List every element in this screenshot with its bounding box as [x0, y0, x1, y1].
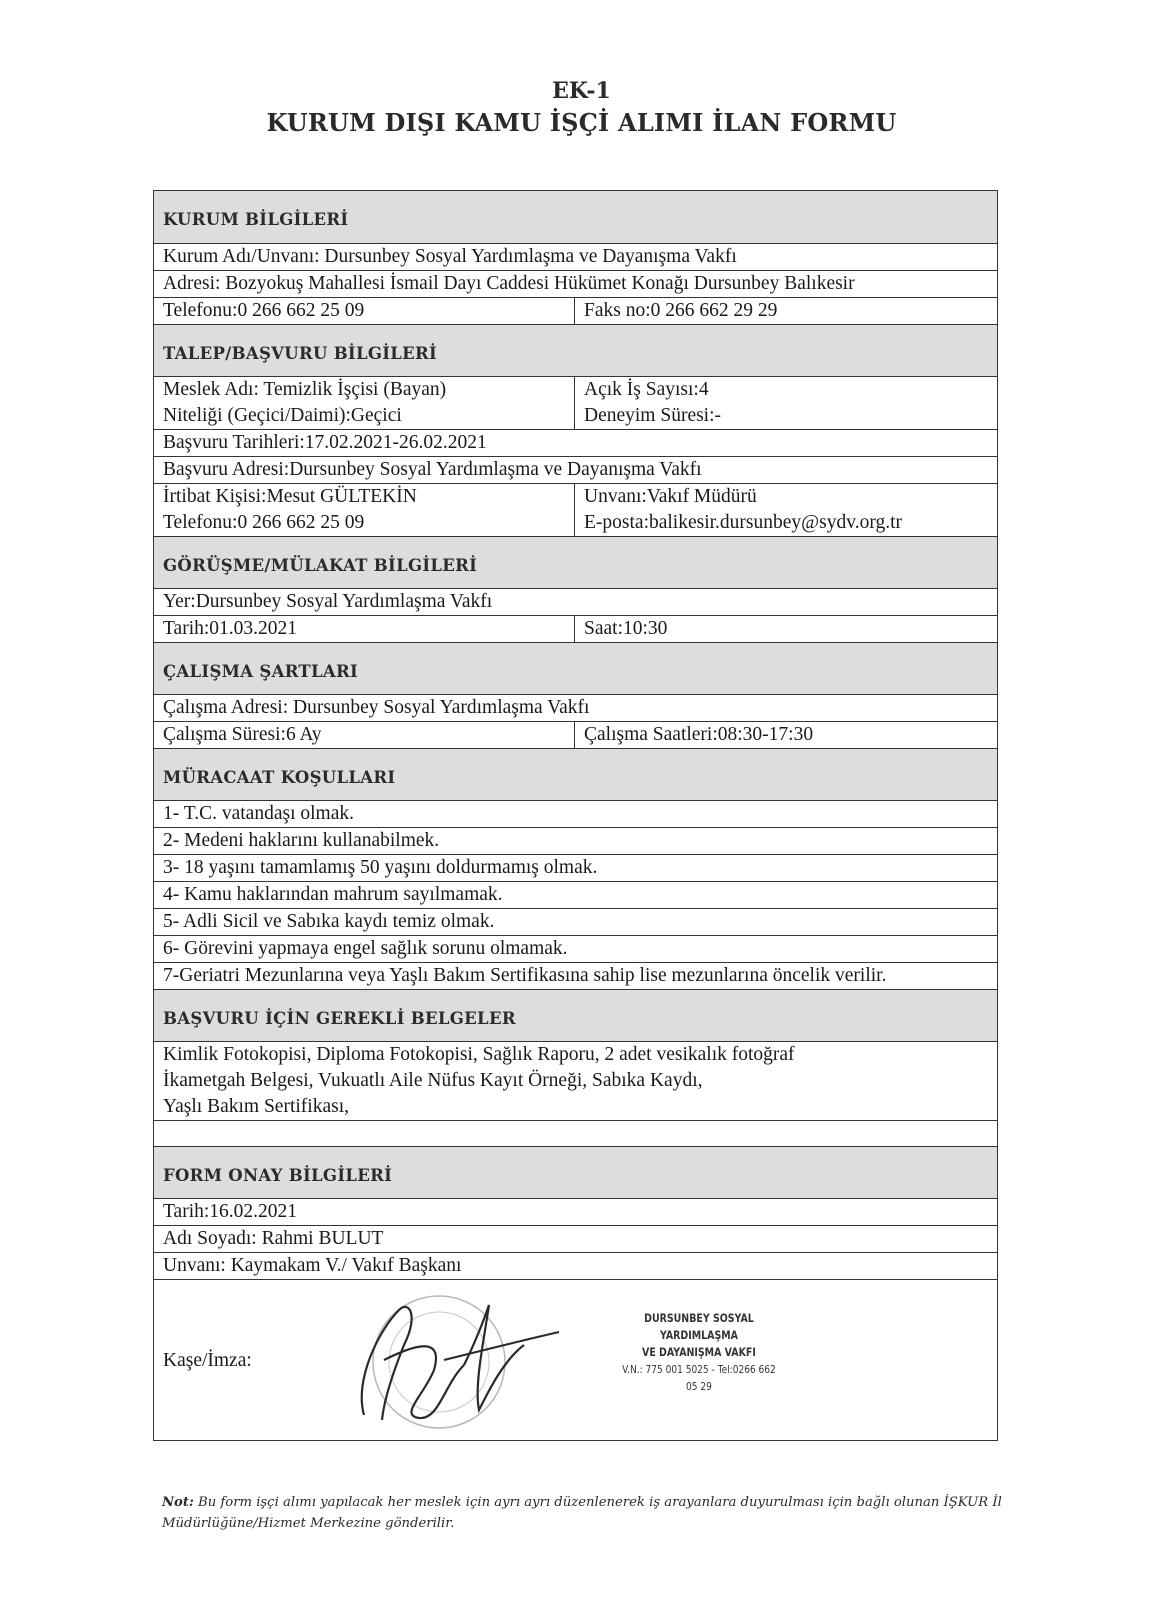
announcement-form [153, 190, 998, 1441]
talep-type-row [154, 403, 997, 429]
contact-person: İrtibat Kişisi:Mesut GÜLTEKİN [163, 486, 417, 507]
foundation-stamp: DURSUNBEY SOSYAL YARDIMLAŞMA VE DAYANIŞMA VAKFI V.N.: 775 001 5025 - Tel:0266 662 05 29 [622, 1311, 776, 1393]
talep-contact-person-row [154, 483, 997, 510]
documents-line-2: İkametgah Belgesi, Vukuatlı Aile Nüfus Kayıt Örneği, Sabıka Kaydı, [163, 1070, 703, 1091]
footnote-label: Not: [162, 1495, 194, 1510]
signature-stamp-row [154, 1279, 997, 1440]
job-title: Meslek Adı: Temizlik İşçisi (Bayan) [163, 379, 447, 400]
kurum-address-row [154, 270, 997, 297]
section-header-muracaat: MÜRACAAT KOŞULLARI [154, 748, 997, 800]
approval-date-row [154, 1198, 997, 1225]
handwritten-signature-image [324, 1290, 564, 1435]
footnote [162, 1492, 1002, 1534]
kurum-contact-row [154, 297, 997, 324]
documents-row [154, 1041, 997, 1068]
condition-item: 3- 18 yaşını tamamlamış 50 yaşını doldurmamış olmak. [154, 854, 997, 881]
open-positions: Açık İş Sayısı:4 [574, 377, 997, 403]
interview-time-row [154, 615, 997, 642]
contact-email: E-posta:balikesir.dursunbey@sydv.org.tr [574, 510, 997, 536]
documents-empty-row [154, 1120, 997, 1146]
kurum-address: Adresi: Bozyokuş Mahallesi İsmail Dayı Caddesi Hükümet Konağı Dursunbey Balıkesir [163, 273, 855, 294]
interview-place-row [154, 588, 997, 615]
approver-name-row [154, 1225, 997, 1252]
approver-name: Adı Soyadı: Rahmi BULUT [163, 1228, 384, 1249]
contact-phone: Telefonu:0 266 662 25 09 [163, 512, 365, 533]
condition-item: 1- T.C. vatandaşı olmak. [154, 800, 997, 827]
condition-item: 4- Kamu haklarından mahrum sayılmamak. [154, 881, 997, 908]
work-address-row [154, 694, 997, 721]
documents-row [154, 1094, 997, 1120]
condition-item: 2- Medeni haklarını kullanabilmek. [154, 827, 997, 854]
documents-line-3: Yaşlı Bakım Sertifikası, [163, 1096, 349, 1117]
section-header-onay: FORM ONAY BİLGİLERİ [154, 1146, 997, 1198]
job-type: Niteliği (Geçici/Daimi):Geçici [163, 405, 402, 426]
section-header-kurum: KURUM BİLGİLERİ [154, 191, 997, 243]
kurum-fax: Faks no:0 266 662 29 29 [574, 298, 997, 324]
documents-line-1: Kimlik Fotokopisi, Diploma Fotokopisi, Sağlık Raporu, 2 adet vesikalık fotoğraf [163, 1044, 795, 1065]
work-terms-row [154, 721, 997, 748]
condition-item: 5- Adli Sicil ve Sabıka kaydı temiz olmak. [154, 908, 997, 935]
experience: Deneyim Süresi:- [574, 403, 997, 429]
section-header-talep: TALEP/BAŞVURU BİLGİLERİ [154, 324, 997, 376]
kurum-name: Kurum Adı/Unvanı: Dursunbey Sosyal Yardımlaşma ve Dayanışma Vakfı [163, 246, 737, 267]
approval-date: Tarih:16.02.2021 [163, 1201, 298, 1222]
interview-date: Tarih:01.03.2021 [163, 618, 298, 639]
application-address: Başvuru Adresi:Dursunbey Sosyal Yardımlaşma ve Dayanışma Vakfı [163, 459, 702, 480]
interview-place: Yer:Dursunbey Sosyal Yardımlaşma Vakfı [163, 591, 493, 612]
form-annex-label: EK-1 [552, 78, 611, 104]
talep-job-row [154, 376, 997, 403]
work-address: Çalışma Adresi: Dursunbey Sosyal Yardımlaşma Vakfı [163, 697, 590, 718]
application-dates: Başvuru Tarihleri:17.02.2021-26.02.2021 [163, 432, 487, 453]
approver-title-row [154, 1252, 997, 1279]
form-title: KURUM DIŞI KAMU İŞÇİ ALIMI İLAN FORMU [266, 108, 897, 137]
approver-title: Unvanı: Kaymakam V./ Vakıf Başkanı [163, 1255, 462, 1276]
talep-contact-row [154, 510, 997, 536]
section-header-gorusme: GÖRÜŞME/MÜLAKAT BİLGİLERİ [154, 536, 997, 588]
condition-item: 7-Geriatri Mezunlarına veya Yaşlı Bakım Sertifikasına sahip lise mezunlarına öncelik verilir. [154, 962, 997, 989]
kurum-name-row [154, 243, 997, 270]
interview-hour: Saat:10:30 [574, 616, 997, 642]
footnote-text: Bu form işçi alımı yapılacak her meslek için ayrı ayrı düzenlenerek iş arayanlara duyurulması için bağlı olunan İŞKUR İl Müdürlüğüne/Hizmet Merkezine gönderilir. [162, 1495, 1002, 1531]
talep-dates-row [154, 429, 997, 456]
contact-title: Unvanı:Vakıf Müdürü [574, 484, 997, 510]
documents-row [154, 1068, 997, 1094]
talep-address-row [154, 456, 997, 483]
work-duration: Çalışma Süresi:6 Ay [163, 724, 322, 745]
condition-item: 6- Görevini yapmaya engel sağlık sorunu olmamak. [154, 935, 997, 962]
kurum-phone: Telefonu:0 266 662 25 09 [163, 300, 365, 321]
section-header-belgeler: BAŞVURU İÇİN GEREKLİ BELGELER [154, 989, 997, 1041]
stamp-signature-label: Kaşe/İmza: [163, 1350, 252, 1371]
section-header-calisma: ÇALIŞMA ŞARTLARI [154, 642, 997, 694]
work-hours: Çalışma Saatleri:08:30-17:30 [574, 722, 997, 748]
